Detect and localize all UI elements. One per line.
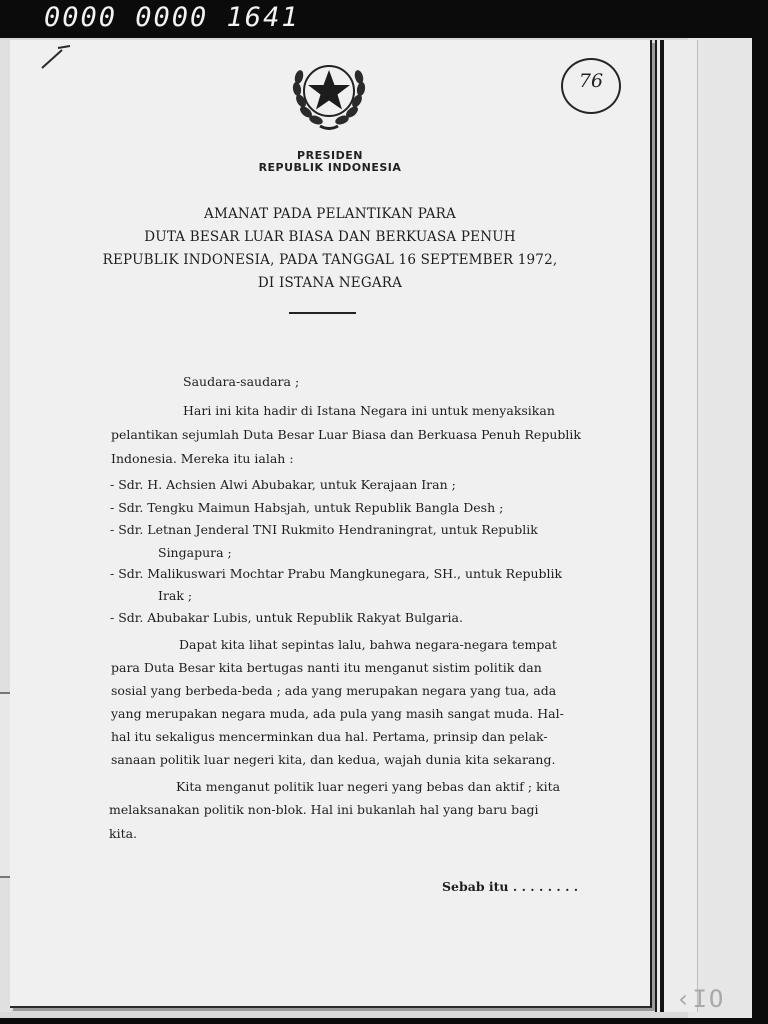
title-underline: [289, 312, 356, 314]
page-stack-edge: [660, 40, 664, 1012]
list-item-5: - Sdr. Abubakar Lubis, untuk Republik Rakyat Bulgaria.: [110, 610, 463, 625]
document-page: [10, 40, 652, 1008]
paragraph-2-line-5: hal itu sekaligus mencerminkan dua hal. Pertama, prinsip dan pelak-: [111, 729, 548, 744]
list-item-4-line-2: Irak ;: [158, 588, 193, 603]
paragraph-2-line-2: para Duta Besar kita bertugas nanti itu menganut sistim politik dan: [111, 660, 542, 675]
title-line-4: DI ISTANA NEGARA: [257, 275, 403, 291]
paragraph-2-line-4: yang merupakan negara muda, ada pula yang masih sangat muda. Hal-: [111, 706, 564, 721]
paragraph-3-line-3: kita.: [109, 826, 138, 841]
paragraph-1-line-2: pelantikan sejumlah Duta Besar Luar Biasa dan Berkuasa Penuh Republik: [111, 427, 581, 442]
title-line-1: AMANAT PADA PELANTIKAN PARA: [204, 206, 456, 222]
title-line-2: DUTA BESAR LUAR BIASA DAN BERKUASA PENUH: [144, 229, 516, 245]
list-item-3-line-2: Singapura ;: [158, 545, 232, 560]
list-item-3-line-1: - Sdr. Letnan Jenderal TNI Rukmito Hendraningrat, untuk Republik: [110, 522, 538, 537]
paragraph-2-line-1: Dapat kita lihat sepintas lalu, bahwa negara-negara tempat: [179, 637, 557, 652]
film-corner-mark: ‹IO: [676, 985, 726, 1013]
page-number: 76: [578, 70, 604, 92]
paragraph-3-line-1: Kita menganut politik luar negeri yang bebas dan aktif ; kita: [176, 779, 561, 794]
paragraph-2-line-3: sosial yang berbeda-beda ; ada yang merupakan negara yang tua, ada: [111, 683, 557, 698]
letterhead-line-1: PRESIDEN: [297, 149, 363, 162]
list-item-4-line-1: - Sdr. Malikuswari Mochtar Prabu Mangkunegara, SH., untuk Republik: [110, 566, 563, 581]
list-item-2: - Sdr. Tengku Maimun Habsjah, untuk Republik Bangla Desh ;: [110, 500, 504, 515]
film-frame-number: 0000 0000 1641: [44, 2, 300, 33]
paragraph-3-line-2: melaksanakan politik non-blok. Hal ini bukanlah hal yang baru bagi: [109, 802, 539, 817]
presidential-star-wreath-emblem: [286, 51, 372, 137]
title-line-3: REPUBLIK INDONESIA, PADA TANGGAL 16 SEPTEMBER 1972,: [102, 252, 558, 268]
paragraph-1-line-3: Indonesia. Mereka itu ialah :: [111, 451, 294, 466]
pen-mark: [40, 44, 76, 70]
letterhead-line-2: REPUBLIK INDONESIA: [258, 161, 402, 174]
page-number-circle: [561, 58, 621, 114]
paragraph-2-line-6: sanaan politik luar negeri kita, dan kedua, wajah dunia kita sekarang.: [111, 752, 556, 767]
salutation: Saudara-saudara ;: [183, 374, 300, 389]
continuation-catchword: Sebab itu . . . . . . . .: [442, 879, 579, 894]
list-item-1: - Sdr. H. Achsien Alwi Abubakar, untuk Kerajaan Iran ;: [110, 477, 456, 492]
paragraph-1-line-1: Hari ini kita hadir di Istana Negara ini untuk menyaksikan: [183, 403, 555, 418]
